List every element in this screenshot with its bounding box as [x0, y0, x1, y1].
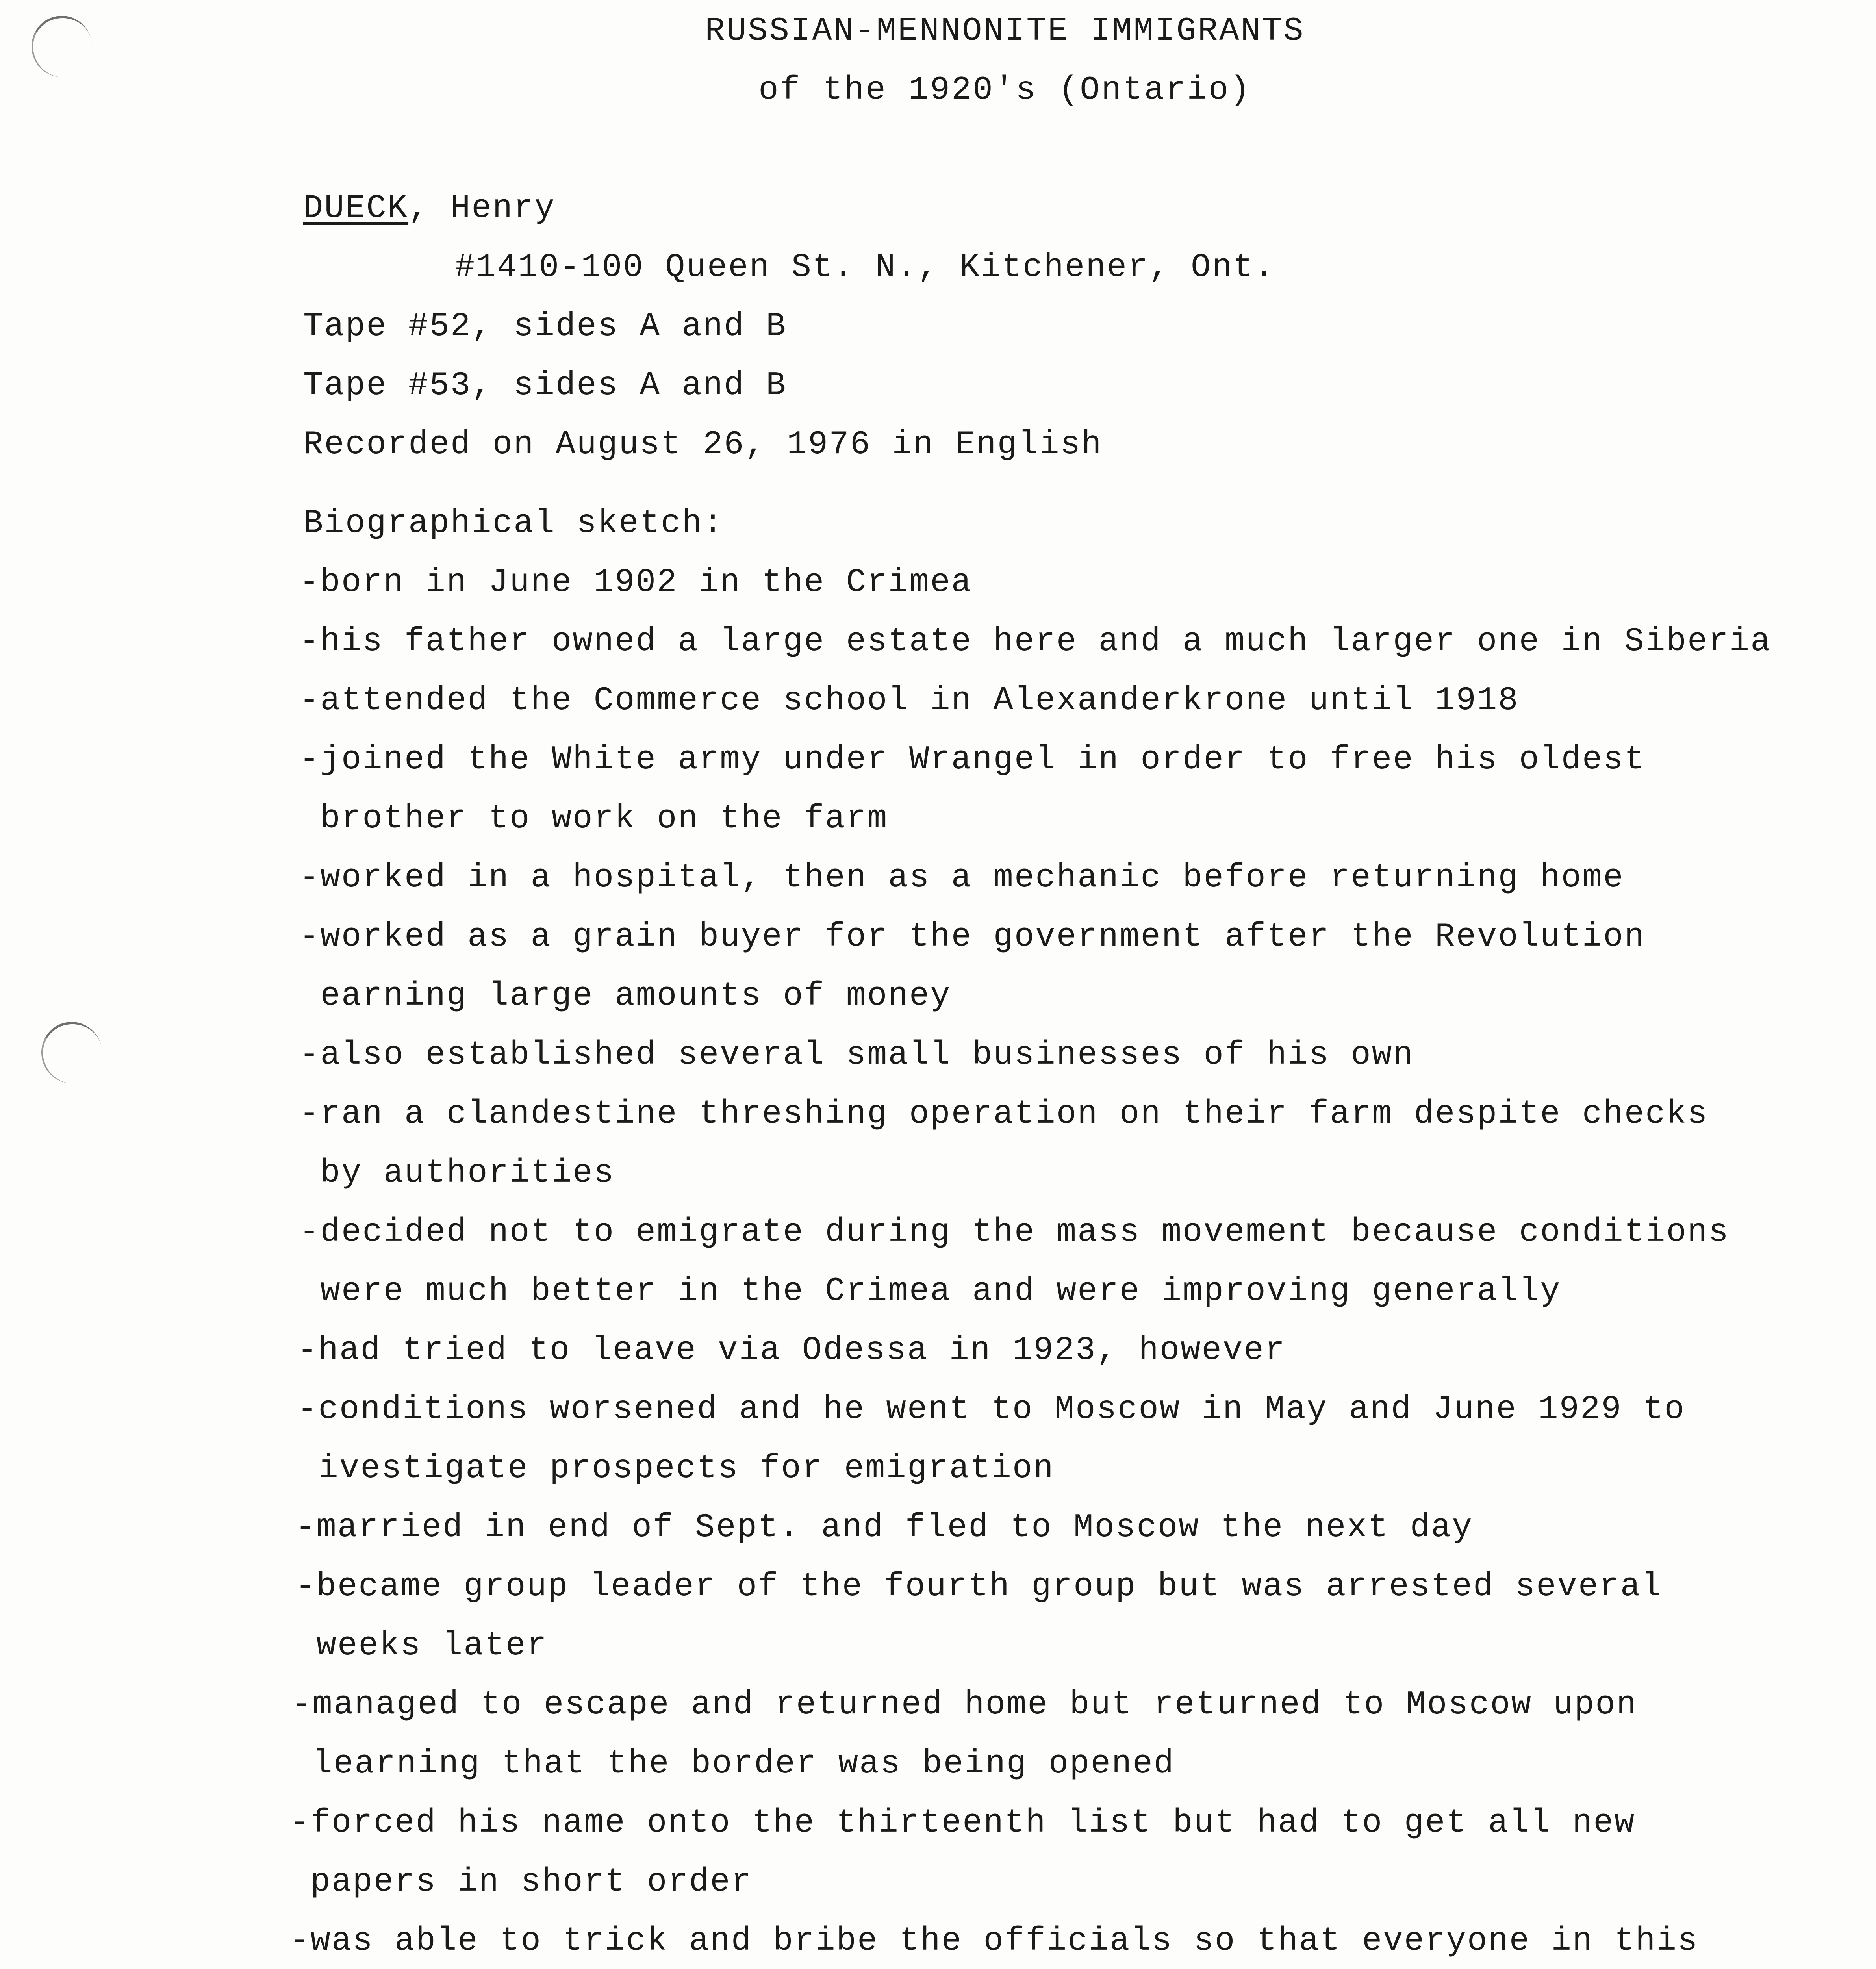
bio-line: -married in end of Sept. and fled to Moscow the next day	[295, 1509, 1473, 1546]
tape-info-1: Tape #52, sides A and B	[303, 308, 787, 345]
bio-line: -managed to escape and returned home but returned to Moscow upon	[291, 1686, 1638, 1724]
interviewee-surname: DUECK	[303, 190, 409, 227]
bio-line: papers in short order	[289, 1863, 752, 1901]
bio-line: -joined the White army under Wrangel in order to free his oldest	[299, 741, 1646, 779]
bio-line: learning that the border was being opened	[291, 1745, 1175, 1783]
recording-info: Recorded on August 26, 1976 in English	[303, 426, 1103, 464]
document-title: RUSSIAN-MENNONITE IMMIGRANTS	[705, 13, 1305, 50]
bio-line: -worked in a hospital, then as a mechanic before returning home	[299, 859, 1624, 897]
bio-line: -conditions worsened and he went to Moscow in May and June 1929 to	[297, 1391, 1685, 1428]
bio-line: -forced his name onto the thirteenth list but had to get all new	[289, 1804, 1636, 1842]
bio-line: -his father owned a large estate here and a much larger one in Siberia	[299, 623, 1772, 660]
interviewee-name	[303, 189, 556, 228]
bio-line: -became group leader of the fourth group but was arrested several	[295, 1568, 1663, 1606]
bio-line: -was able to trick and bribe the officials so that everyone in this	[289, 1923, 1699, 1960]
bio-line: -attended the Commerce school in Alexanderkrone until 1918	[299, 682, 1519, 719]
bio-line: ivestigate prospects for emigration	[297, 1450, 1055, 1487]
bio-line: weeks later	[295, 1627, 548, 1665]
interviewee-address: #1410-100 Queen St. N., Kitchener, Ont.	[455, 249, 1275, 286]
bio-line: by authorities	[299, 1155, 615, 1192]
bio-line: brother to work on the farm	[299, 800, 888, 838]
bio-line: -worked as a grain buyer for the government after the Revolution	[299, 918, 1646, 956]
bio-line: -had tried to leave via Odessa in 1923, however	[297, 1332, 1286, 1369]
bio-line: -decided not to emigrate during the mass movement because conditions	[299, 1214, 1730, 1251]
interviewee-given-name: , Henry	[408, 190, 556, 227]
bio-line: -ran a clandestine threshing operation on their farm despite checks	[299, 1096, 1709, 1133]
bio-heading: Biographical sketch:	[303, 505, 724, 542]
bio-line: were much better in the Crimea and were improving generally	[299, 1273, 1561, 1310]
tape-info-2: Tape #53, sides A and B	[303, 367, 787, 404]
bio-line: earning large amounts of money	[299, 977, 951, 1015]
bio-line: -born in June 1902 in the Crimea	[299, 564, 973, 601]
bio-line: -also established several small businesses of his own	[299, 1036, 1414, 1074]
document-subtitle: of the 1920's (Ontario)	[758, 72, 1251, 109]
punch-hole-mark	[37, 1017, 107, 1088]
